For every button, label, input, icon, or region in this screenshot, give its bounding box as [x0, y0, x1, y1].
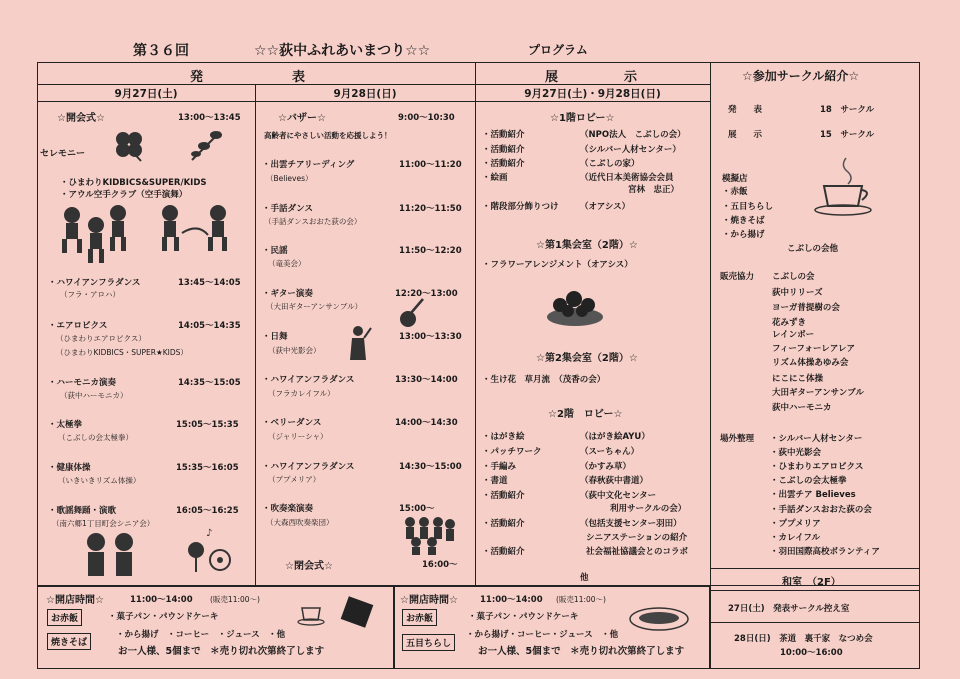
circle-hap-label: 発 表 [728, 105, 763, 115]
exhibit-lobby1-org-4b: 宮林 忠正） [628, 185, 680, 195]
exhibit-lobby2-org-6b: シニアステーションの紹介 [586, 533, 688, 543]
circle-sales-9: 大田ギターアンサンブル [772, 388, 864, 398]
exhibit-lobby2-item-2: ・パッチワーク [482, 447, 542, 457]
exhibit-lobby1-item-1: ・活動紹介 [482, 130, 525, 140]
circle-sales-6: フィーフォーレアレア [772, 344, 855, 354]
sun-item-2-time: 11:20～11:50 [399, 204, 462, 214]
sat-opening-time: 13:00～13:45 [178, 113, 241, 123]
shop-mid-time: 11:00～14:00 [480, 595, 543, 605]
sun-item-6-sub: （フラカレイフル） [268, 389, 335, 398]
sat-ceremony-sub1: ・ひまわりKIDBICS&SUPER/KIDS [60, 178, 207, 188]
sun-item-7-sub: （ジャリーシャ） [268, 432, 328, 441]
sun-item-2: ・手話ダンス [262, 204, 313, 214]
sun-item-5-time: 13:00～13:30 [399, 332, 462, 342]
shop-mid-time-note: (販売11:00～) [556, 595, 606, 604]
sat-item-5: ・健康体操 [48, 463, 91, 473]
circle-venue-5: ・出雲チア Believes [770, 490, 856, 500]
sat-item-6-time: 16:05～16:25 [176, 506, 239, 516]
circle-venue-label: 場外整理 [720, 434, 755, 444]
exhibit-room1-item: ・フラワーアレンジメント（オアシス） [482, 260, 633, 270]
circle-shop-4: ・から揚げ [722, 230, 765, 240]
sat-item-1: ・ハワイアンフラダンス [48, 278, 141, 288]
sun-item-3-sub: （竜美会） [268, 259, 306, 268]
exhibit-room1: ☆第1集会室（2階）☆ [536, 240, 638, 251]
shop-mid-line3: お一人様、5個まで ＊売り切れ次第終了します [478, 646, 685, 657]
header-ten-left: 展 [545, 70, 559, 85]
exhibit-lobby2-org-5b: 利用サークルの会） [610, 504, 687, 514]
washitsu-title-line [710, 590, 920, 591]
shop-mid-button-sekihan[interactable]: お赤飯 [402, 609, 437, 626]
sun-item-8-time: 14:30～15:00 [399, 462, 462, 472]
circle-sales-10: 荻中ハーモニカ [772, 403, 832, 413]
exhibit-lobby2-org-1: （はがき絵AYU） [580, 432, 650, 442]
circle-ten-label: 展 示 [728, 130, 763, 140]
sun-bazaar: ☆バザー☆ [278, 113, 326, 124]
exhibit-lobby2-item-4: ・書道 [482, 476, 508, 486]
sat-item-6: ・歌謡舞踊・演歌 [48, 506, 117, 516]
header-circle-intro: ☆参加サークル紹介☆ [742, 69, 860, 83]
exhibit-lobby1-item-5: ・階段部分飾りつけ [482, 202, 559, 212]
washitsu-title: 和室 （2F） [782, 577, 841, 588]
sat-item-5-time: 15:35～16:05 [176, 463, 239, 473]
exhibit-lobby1: ☆1階ロビー☆ [550, 113, 615, 124]
exhibit-room2-item: ・生け花 草月流 （茂香の会） [482, 375, 606, 385]
sun-end-time: 16:00～ [422, 560, 458, 570]
sat-item-2-sub2: （ひまわりKIDBICS・SUPER★KIDS） [56, 348, 188, 357]
exhibit-lobby1-org-1: （NPO法人 こぶしの会） [580, 130, 686, 140]
date-row-line [37, 101, 710, 102]
sun-item-4-time: 12:20～13:00 [395, 289, 458, 299]
svg-text:♪: ♪ [206, 528, 213, 539]
circle-sales-5: レインボー [772, 330, 815, 340]
washitsu-sun: 28日(日) 茶道 裏千家 なつめ会 [734, 634, 873, 644]
sat-item-1-sub: （フラ・アロハ） [60, 290, 120, 299]
circle-shop-1: ・赤飯 [722, 187, 748, 197]
japanese-dancer-icon [348, 324, 372, 362]
sat-item-3-sub: （荻中ハーモニカ） [60, 391, 128, 400]
sun-item-7-time: 14:00～14:30 [395, 418, 458, 428]
circle-shop-by: こぶしの会他 [787, 244, 839, 254]
sun-item-1-sub: （Believes） [266, 174, 313, 183]
circle-sales-3: ヨーガ普提樹の会 [772, 303, 840, 313]
festival-title: ☆☆荻中ふれあいまつり☆☆ [254, 43, 431, 59]
sun-item-7: ・ベリーダンス [262, 418, 322, 428]
sun-item-9-sub: （大森西吹奏楽団） [266, 518, 334, 527]
circle-venue-1: ・シルバー人材センター [770, 434, 863, 444]
circle-shop-2: ・五目ちらし [722, 202, 774, 212]
sat-item-4-time: 15:05～15:35 [176, 420, 239, 430]
header-ten-right: 示 [624, 70, 638, 85]
circle-venue-7: ・ププメリア [770, 519, 821, 529]
washitsu-sat: 27日(土) 発表サークル控え室 [728, 604, 850, 614]
exhibit-room2: ☆第2集会室（2階）☆ [536, 353, 638, 364]
sun-item-9-time: 15:00～ [399, 504, 435, 514]
washitsu-sun-time: 10:00～16:00 [780, 648, 843, 658]
shop-mid-line2: ・から揚げ・コーヒー・ジュース ・他 [466, 630, 619, 640]
circle-venue-4: ・こぶしの会太極拳 [770, 476, 847, 486]
shop-left-button-yakisoba[interactable]: 焼きそば [47, 633, 91, 650]
sat-item-4: ・太極拳 [48, 420, 83, 430]
clover-icon [111, 128, 147, 162]
circle-sales-1: こぶしの会 [772, 272, 815, 282]
children-dancing-icon [58, 203, 238, 265]
exhibit-lobby2-org-3: （かすみ草） [580, 462, 632, 472]
circle-sales-8: にこにこ体操 [772, 374, 824, 384]
singers-icon [80, 530, 140, 580]
sun-item-4: ・ギター演奏 [262, 289, 313, 299]
shop-mid-open-time: ☆開店時間☆ [400, 595, 458, 606]
sun-item-3: ・民謡 [262, 246, 288, 256]
circle-sales-7: リズム体操あゆみ会 [772, 358, 849, 368]
program-title: プログラム [528, 43, 588, 57]
exhibit-lobby1-item-2: ・活動紹介 [482, 145, 525, 155]
circle-venue-6: ・手話ダンスおおた荻の会 [770, 505, 872, 515]
flower-branch-icon [186, 126, 226, 164]
edition-title: 第３６回 [133, 43, 189, 59]
sun-item-8: ・ハワイアンフラダンス [262, 462, 355, 472]
sun-item-1-time: 11:00～11:20 [399, 160, 462, 170]
sun-item-1: ・出雲チアリーディング [262, 160, 355, 170]
sat-item-2: ・エアロビクス [48, 321, 108, 331]
exhibit-lobby2-item-6: ・活動紹介 [482, 519, 525, 529]
sat-opening: ☆開会式☆ [57, 113, 105, 124]
circle-sales-2: 荻中リリーズ [772, 288, 823, 298]
sat-ceremony: セレモニー [40, 149, 86, 159]
sat-item-2-sub: （ひまわりエアロビクス） [56, 334, 146, 343]
shop-mid-line1: ・菓子パン・パウンドケーキ [468, 612, 579, 622]
exhibit-lobby1-org-3: （こぶしの家） [580, 159, 640, 169]
shop-left-time: 11:00～14:00 [130, 595, 193, 605]
circle-venue-3: ・ひまわりエアロビクス [770, 462, 864, 472]
exhibit-lobby1-org-5: （オアシス） [580, 202, 631, 212]
sun-item-9: ・吹奏楽演奏 [262, 504, 314, 514]
sat-ceremony-sub2: ・アウル空手クラブ（空手演舞） [60, 190, 188, 200]
guitar-icon [398, 297, 426, 329]
exhibit-lobby2-item-1: ・はがき絵 [482, 432, 525, 442]
col-divider-2 [475, 62, 476, 586]
sat-item-1-time: 13:45～14:05 [178, 278, 241, 288]
sat-item-2-time: 14:05～14:35 [178, 321, 241, 331]
date-both: 9月27日(土)・9月28日(日) [524, 88, 661, 100]
sat-item-6-sub: （南六郷1丁目町会シニア会） [52, 519, 155, 528]
header-hap-left: 発 [190, 70, 204, 85]
sun-item-5-sub: （荻中光影会） [268, 346, 321, 355]
shop-left-button-sekihan[interactable]: お赤飯 [47, 609, 82, 626]
coffee-cup-icon [810, 154, 876, 218]
exhibit-lobby2-item-5: ・活動紹介 [482, 491, 525, 501]
microphone-icon [182, 526, 234, 576]
exhibit-lobby2-org-6: （包括支援センター羽田） [580, 519, 682, 529]
coffee-icon [296, 598, 328, 626]
circle-sales-4: 花みずき [772, 318, 807, 328]
flower-arrangement-icon [544, 283, 606, 329]
exhibit-lobby2-org-2: （スーちゃん） [580, 447, 640, 457]
header-row-line [37, 84, 710, 85]
exhibit-lobby2-org-7: 社会福祉協議会とのコラボ [586, 547, 689, 557]
circle-shop-3: ・焼きそば [722, 216, 765, 226]
sun-bazaar-time: 9:00～10:30 [398, 113, 455, 123]
sun-bazaar-sub: 高齢者にやさしい活動を応援しよう！ [264, 131, 392, 140]
exhibit-lobby1-item-4: ・絵画 [482, 173, 508, 183]
date-sat: 9月27日(土) [114, 88, 178, 100]
sun-item-8-sub: （ププメリア） [268, 475, 321, 484]
date-sun: 9月28日(日) [333, 88, 397, 100]
circle-venue-8: ・カレイフル [770, 533, 820, 543]
header-hap-right: 表 [292, 70, 306, 85]
circle-ten-count: 15 サークル [820, 130, 875, 140]
circle-shop-label: 模擬店 [722, 174, 748, 184]
sun-closing: ☆閉会式☆ [285, 561, 333, 572]
sun-item-4-sub: （大田ギターアンサンブル） [266, 302, 363, 311]
circle-sales-label: 販売協力 [720, 272, 755, 282]
col-divider-3 [710, 62, 711, 586]
sat-item-5-sub: （いきいきリズム体操） [58, 476, 141, 485]
shop-left-time-note: (販売11:00～) [210, 595, 260, 604]
sat-item-3: ・ハーモニカ演奏 [48, 378, 117, 388]
sun-item-3-time: 11:50～12:20 [399, 246, 462, 256]
exhibit-lobby2-org-5: （荻中文化センター [580, 491, 657, 501]
col-divider-1 [255, 84, 256, 586]
shop-left-line2: ・から揚げ ・コーヒー ・ジュース ・他 [116, 630, 286, 640]
sun-item-6-time: 13:30～14:00 [395, 375, 458, 385]
shop-left-open-time: ☆開店時間☆ [46, 595, 104, 606]
exhibit-lobby2-item-7: ・活動紹介 [482, 547, 525, 557]
sun-item-5: ・日舞 [262, 332, 288, 342]
circle-venue-9: ・羽田国際高校ボランティア [770, 547, 880, 557]
band-icon [402, 514, 456, 556]
sun-item-6: ・ハワイアンフラダンス [262, 375, 355, 385]
sat-item-3-time: 14:35～15:05 [178, 378, 241, 388]
sat-item-4-sub: （こぶしの会太極拳） [58, 433, 133, 442]
food-plate-icon [628, 603, 690, 633]
circle-venue-2: ・荻中光影会 [770, 448, 822, 458]
washitsu-mid-line [710, 622, 920, 623]
sun-item-2-sub: （手話ダンスおおた荻の会） [264, 217, 362, 226]
shop-left-line3: お一人様、5個まで ＊売り切れ次第終了します [118, 646, 325, 657]
pound-cake-icon [338, 594, 378, 630]
exhibit-lobby1-item-3: ・活動紹介 [482, 159, 525, 169]
exhibit-lobby1-org-4: （近代日本美術協会会員 [580, 173, 674, 183]
exhibit-other: 他 [580, 573, 589, 583]
shop-left-line1: ・菓子パン・パウンドケーキ [108, 612, 219, 622]
shop-mid-button-chirashi[interactable]: 五目ちらし [402, 634, 455, 651]
circle-hap-count: 18 サークル [820, 105, 875, 115]
exhibit-lobby1-org-2: （シルバー人材センター） [580, 145, 681, 155]
exhibit-lobby2: ☆2階 ロビー☆ [548, 409, 623, 420]
exhibit-lobby2-org-4: （春秋荻中書道） [580, 476, 649, 486]
exhibit-lobby2-item-3: ・手編み [482, 462, 517, 472]
